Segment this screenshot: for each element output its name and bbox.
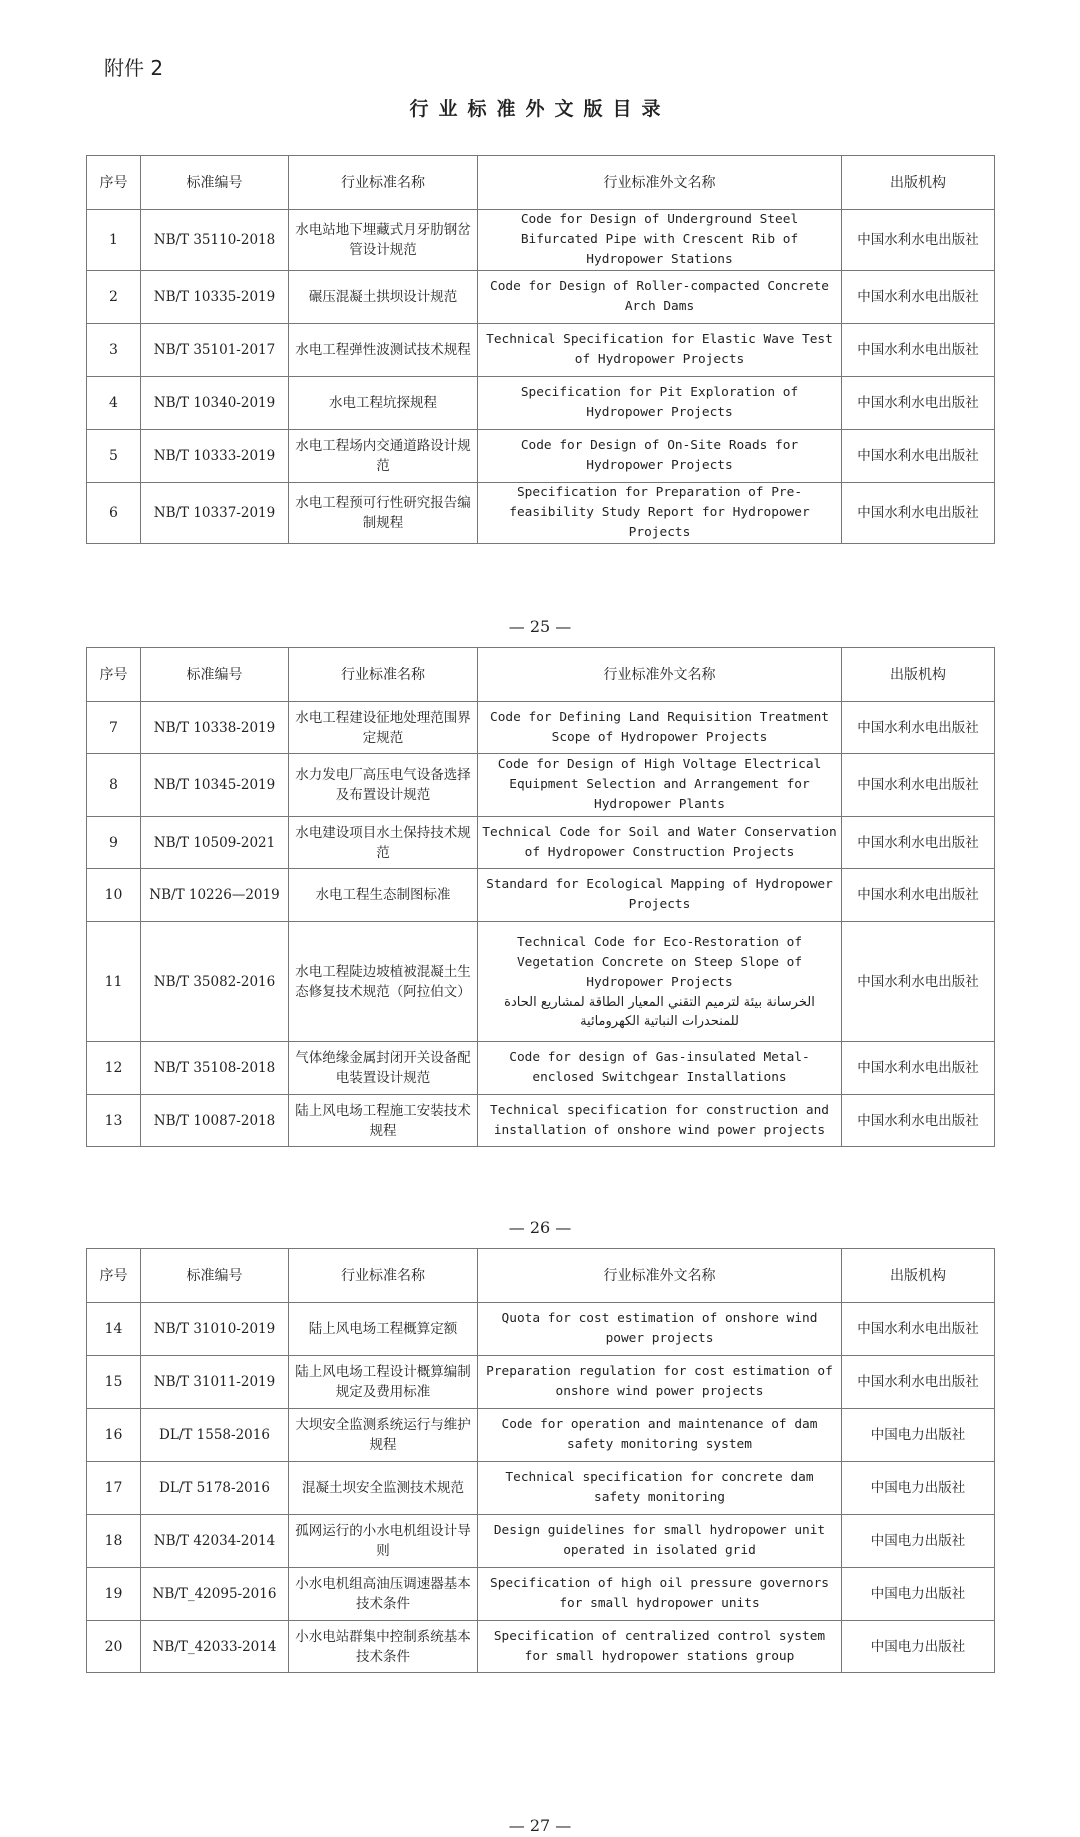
publisher: 中国水利水电出版社	[842, 210, 995, 271]
row-number: 3	[87, 324, 141, 377]
standard-en-name: Code for Design of Underground Steel Bifurcated Pipe with Crescent Rib of Hydropower Stations	[478, 210, 842, 271]
document-title: 行业标准外文版目录	[409, 98, 671, 120]
standard-code: NB/T 35110-2018	[141, 210, 289, 271]
row-number: 16	[87, 1409, 141, 1462]
row-number: 4	[87, 377, 141, 430]
row-number: 13	[87, 1095, 141, 1147]
standard-cn-name: 混凝土坝安全监测技术规范	[289, 1462, 478, 1515]
publisher: 中国电力出版社	[842, 1568, 995, 1621]
standard-code: NB/T 10340-2019	[141, 377, 289, 430]
publisher: 中国水利水电出版社	[842, 430, 995, 483]
publisher: 中国水利水电出版社	[842, 817, 995, 869]
header-publisher: 出版机构	[842, 1249, 995, 1303]
publisher: 中国水利水电出版社	[842, 271, 995, 324]
publisher: 中国水利水电出版社	[842, 1303, 995, 1356]
header-cn-name: 行业标准名称	[289, 648, 478, 702]
row-number: 19	[87, 1568, 141, 1621]
header-publisher: 出版机构	[842, 648, 995, 702]
row-number: 11	[87, 922, 141, 1042]
publisher: 中国电力出版社	[842, 1621, 995, 1673]
publisher: 中国水利水电出版社	[842, 754, 995, 817]
header-code: 标准编号	[141, 648, 289, 702]
table-row	[87, 754, 995, 817]
table-row	[87, 1515, 995, 1568]
standard-en-name: Design guidelines for small hydropower unit operated in isolated grid	[478, 1515, 842, 1568]
standard-en-name: Technical specification for construction and installation of onshore wind power projects	[478, 1095, 842, 1147]
row-number: 10	[87, 869, 141, 922]
standard-cn-name: 水电工程陡边坡植被混凝土生态修复技术规范（阿拉伯文）	[289, 922, 478, 1042]
page-number: — 26 —	[508, 1218, 572, 1237]
standard-en-name: Technical Specification for Elastic Wave Test of Hydropower Projects	[478, 324, 842, 377]
standard-code: NB/T 10509-2021	[141, 817, 289, 869]
standard-cn-name: 水电工程场内交通道路设计规范	[289, 430, 478, 483]
header-en-name: 行业标准外文名称	[478, 648, 842, 702]
standard-en-name: Standard for Ecological Mapping of Hydropower Projects	[478, 869, 842, 922]
table-row	[87, 430, 995, 483]
header-no: 序号	[87, 156, 141, 210]
publisher: 中国电力出版社	[842, 1409, 995, 1462]
row-number: 18	[87, 1515, 141, 1568]
standard-cn-name: 碾压混凝土拱坝设计规范	[289, 271, 478, 324]
standards-table-3	[86, 1248, 995, 1673]
page-number: — 25 —	[508, 617, 572, 636]
row-number: 15	[87, 1356, 141, 1409]
publisher: 中国电力出版社	[842, 1515, 995, 1568]
publisher: 中国水利水电出版社	[842, 869, 995, 922]
standard-code: NB/T 10337-2019	[141, 483, 289, 544]
table-row	[87, 922, 995, 1042]
standard-cn-name: 陆上风电场工程设计概算编制规定及费用标准	[289, 1356, 478, 1409]
header-code: 标准编号	[141, 156, 289, 210]
standard-en-name: Technical specification for concrete dam safety monitoring	[478, 1462, 842, 1515]
table-row	[87, 271, 995, 324]
publisher: 中国水利水电出版社	[842, 702, 995, 754]
header-en-name: 行业标准外文名称	[478, 156, 842, 210]
table-row	[87, 702, 995, 754]
standard-ar-name: الخرسانة بيئة لترميم التقني المعيار الطاقة لمشاريع الحادة للمنحدرات النباتية الكهرومائية	[504, 994, 815, 1029]
standard-code: NB/T 10335-2019	[141, 271, 289, 324]
standard-en-name: Preparation regulation for cost estimation of onshore wind power projects	[478, 1356, 842, 1409]
standard-en-name: Specification for Preparation of Pre-feasibility Study Report for Hydropower Projects	[478, 483, 842, 544]
table-row	[87, 377, 995, 430]
standard-en-name: Code for Design of On-Site Roads for Hydropower Projects	[478, 430, 842, 483]
standard-cn-name: 水电工程弹性波测试技术规程	[289, 324, 478, 377]
header-cn-name: 行业标准名称	[289, 156, 478, 210]
attachment-label: 附件 2	[104, 56, 164, 80]
publisher: 中国水利水电出版社	[842, 922, 995, 1042]
standard-cn-name: 水力发电厂高压电气设备选择及布置设计规范	[289, 754, 478, 817]
standard-code: NB/T 10345-2019	[141, 754, 289, 817]
standard-cn-name: 气体绝缘金属封闭开关设备配电装置设计规范	[289, 1042, 478, 1095]
standard-code: NB/T 10333-2019	[141, 430, 289, 483]
standard-cn-name: 孤网运行的小水电机组设计导则	[289, 1515, 478, 1568]
header-code: 标准编号	[141, 1249, 289, 1303]
row-number: 14	[87, 1303, 141, 1356]
publisher: 中国水利水电出版社	[842, 377, 995, 430]
header-publisher: 出版机构	[842, 156, 995, 210]
table-header-row	[87, 1249, 995, 1303]
row-number: 6	[87, 483, 141, 544]
table-row	[87, 1621, 995, 1673]
table-row	[87, 1409, 995, 1462]
standard-cn-name: 水电工程预可行性研究报告编制规程	[289, 483, 478, 544]
table-row	[87, 1462, 995, 1515]
standard-code: NB/T 10087-2018	[141, 1095, 289, 1147]
standard-en-name: Code for Design of High Voltage Electrical Equipment Selection and Arrangement for Hydropower Plants	[478, 754, 842, 817]
row-number: 20	[87, 1621, 141, 1673]
header-en-name: 行业标准外文名称	[478, 1249, 842, 1303]
row-number: 8	[87, 754, 141, 817]
row-number: 12	[87, 1042, 141, 1095]
row-number: 1	[87, 210, 141, 271]
standards-table-1	[86, 155, 995, 544]
standard-en-name: Specification of high oil pressure governors for small hydropower units	[478, 1568, 842, 1621]
table-row	[87, 1042, 995, 1095]
standard-en-name: Technical Code for Eco-Restoration of Vegetation Concrete on Steep Slope of Hydropower Projects	[516, 934, 803, 990]
standard-cn-name: 陆上风电场工程施工安装技术规程	[289, 1095, 478, 1147]
standard-en-name: Code for operation and maintenance of dam safety monitoring system	[478, 1409, 842, 1462]
table-row	[87, 817, 995, 869]
standard-cn-name: 水电工程坑探规程	[289, 377, 478, 430]
standard-cn-name: 陆上风电场工程概算定额	[289, 1303, 478, 1356]
table-header-row	[87, 156, 995, 210]
standard-en-name-multilingual	[478, 922, 842, 1042]
header-no: 序号	[87, 1249, 141, 1303]
row-number: 2	[87, 271, 141, 324]
standard-code: NB/T 10338-2019	[141, 702, 289, 754]
standard-code: NB/T 31011-2019	[141, 1356, 289, 1409]
standard-code: DL/T 5178-2016	[141, 1462, 289, 1515]
standard-cn-name: 水电工程建设征地处理范围界定规范	[289, 702, 478, 754]
standards-table-2	[86, 647, 995, 1147]
table-row	[87, 324, 995, 377]
standard-code: NB/T 35108-2018	[141, 1042, 289, 1095]
row-number: 7	[87, 702, 141, 754]
row-number: 9	[87, 817, 141, 869]
table-header-row	[87, 648, 995, 702]
page-number: — 27 —	[508, 1816, 572, 1835]
standard-code: NB/T 35101-2017	[141, 324, 289, 377]
header-no: 序号	[87, 648, 141, 702]
standard-code: NB/T 31010-2019	[141, 1303, 289, 1356]
standard-code: NB/T_42033-2014	[141, 1621, 289, 1673]
standard-code: DL/T 1558-2016	[141, 1409, 289, 1462]
table-row	[87, 1303, 995, 1356]
table-row	[87, 869, 995, 922]
standard-cn-name: 水电建设项目水土保持技术规范	[289, 817, 478, 869]
publisher: 中国水利水电出版社	[842, 324, 995, 377]
standard-en-name: Technical Code for Soil and Water Conservation of Hydropower Construction Projects	[478, 817, 842, 869]
standard-cn-name: 小水电机组高油压调速器基本技术条件	[289, 1568, 478, 1621]
standard-en-name: Code for design of Gas-insulated Metal-enclosed Switchgear Installations	[478, 1042, 842, 1095]
standard-en-name: Code for Defining Land Requisition Treatment Scope of Hydropower Projects	[478, 702, 842, 754]
standard-cn-name: 水电工程生态制图标准	[289, 869, 478, 922]
standard-cn-name: 小水电站群集中控制系统基本技术条件	[289, 1621, 478, 1673]
publisher: 中国水利水电出版社	[842, 483, 995, 544]
row-number: 5	[87, 430, 141, 483]
table-row	[87, 1095, 995, 1147]
row-number: 17	[87, 1462, 141, 1515]
standard-en-name: Quota for cost estimation of onshore wind power projects	[478, 1303, 842, 1356]
standard-code: NB/T 42034-2014	[141, 1515, 289, 1568]
standard-code: NB/T 35082-2016	[141, 922, 289, 1042]
table-row	[87, 483, 995, 544]
standard-en-name: Specification of centralized control system for small hydropower stations group	[478, 1621, 842, 1673]
standard-code: NB/T_42095-2016	[141, 1568, 289, 1621]
publisher: 中国水利水电出版社	[842, 1042, 995, 1095]
table-row	[87, 1568, 995, 1621]
standard-cn-name: 大坝安全监测系统运行与维护规程	[289, 1409, 478, 1462]
table-row	[87, 1356, 995, 1409]
publisher: 中国水利水电出版社	[842, 1095, 995, 1147]
standard-cn-name: 水电站地下埋藏式月牙肋钢岔管设计规范	[289, 210, 478, 271]
standard-en-name: Code for Design of Roller-compacted Concrete Arch Dams	[478, 271, 842, 324]
standard-code: NB/T 10226—2019	[141, 869, 289, 922]
header-cn-name: 行业标准名称	[289, 1249, 478, 1303]
table-row	[87, 210, 995, 271]
standard-en-name: Specification for Pit Exploration of Hydropower Projects	[478, 377, 842, 430]
publisher: 中国水利水电出版社	[842, 1356, 995, 1409]
publisher: 中国电力出版社	[842, 1462, 995, 1515]
